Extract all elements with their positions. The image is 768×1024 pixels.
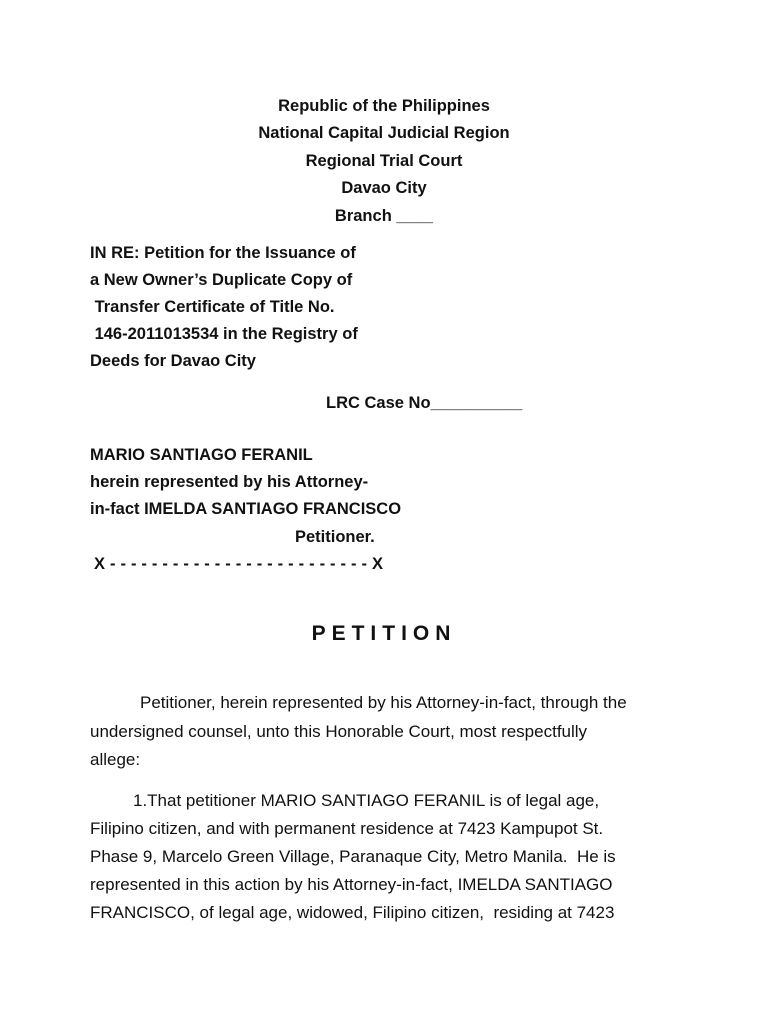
court-header-republic: Republic of the Philippines: [278, 97, 490, 115]
paragraph-1-line-5: FRANCISCO, of legal age, widowed, Filipino citizen, residing at 7423: [90, 903, 615, 922]
paragraph-1-line-1: 1.That petitioner MARIO SANTIAGO FERANIL is of legal age,: [133, 791, 600, 810]
document-title: PETITION: [311, 622, 457, 645]
lrc-case-number: LRC Case No__________: [326, 394, 523, 412]
in-re-line-2: a New Owner’s Duplicate Copy of: [90, 271, 353, 289]
court-header-region: National Capital Judicial Region: [258, 124, 510, 142]
representation-line-2: in-fact IMELDA SANTIAGO FRANCISCO: [90, 500, 402, 518]
caption-separator: X - - - - - - - - - - - - - - - - - - - - - - - - - X: [94, 555, 384, 573]
intro-line-1: Petitioner, herein represented by his Attorney-in-fact, through the: [140, 693, 627, 712]
paragraph-1-line-4: represented in this action by his Attorney-in-fact, IMELDA SANTIAGO: [90, 875, 613, 894]
intro-line-2: undersigned counsel, unto this Honorable Court, most respectfully: [90, 722, 588, 741]
in-re-line-1: IN RE: Petition for the Issuance of: [90, 244, 356, 262]
court-header-court: Regional Trial Court: [305, 152, 463, 170]
court-header-city: Davao City: [341, 179, 427, 197]
petitioner-label: Petitioner.: [295, 528, 375, 546]
court-header-branch: Branch ____: [334, 207, 434, 225]
paragraph-1-line-3: Phase 9, Marcelo Green Village, Paranaque City, Metro Manila. He is: [90, 847, 616, 866]
intro-line-3: allege:: [90, 750, 141, 769]
paragraph-1-line-2: Filipino citizen, and with permanent residence at 7423 Kampupot St.: [90, 819, 604, 838]
in-re-line-5: Deeds for Davao City: [90, 352, 256, 370]
petitioner-name: MARIO SANTIAGO FERANIL: [90, 446, 313, 464]
in-re-line-3: Transfer Certificate of Title No.: [90, 298, 335, 316]
in-re-line-4: 146-2011013534 in the Registry of: [90, 325, 358, 343]
representation-line-1: herein represented by his Attorney-: [90, 473, 369, 491]
